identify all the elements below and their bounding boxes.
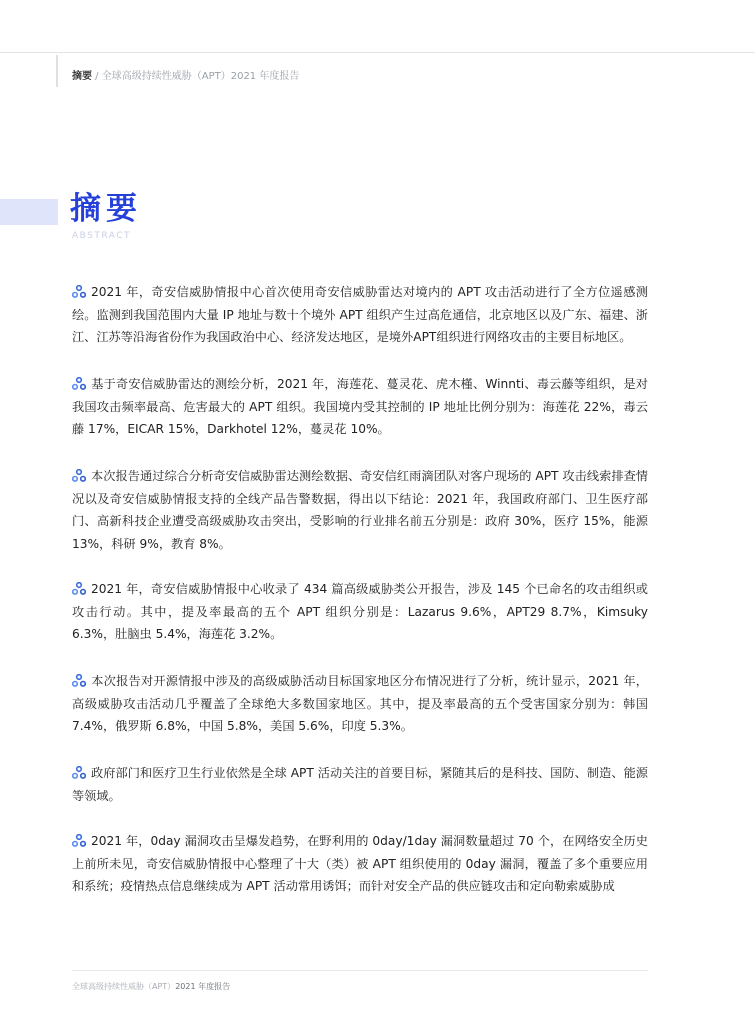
breadcrumb-separator: / xyxy=(92,71,102,82)
footer-report-prefix: 全球高级持续性威胁（APT） xyxy=(72,982,176,991)
paragraph-text: 2021 年，奇安信威胁情报中心收录了 434 篇高级威胁类公开报告，涉及 145 个已命名的攻击组织或攻击行动。其中，提及率最高的五个 APT 组织分别是：Lazarus 9.6%，APT29 8.7%，Kimsuky 6.3%，肚脑虫 5.4%，海莲花 3.2%。 xyxy=(72,582,648,641)
paragraph-text: 本次报告对开源情报中涉及的高级威胁活动目标国家地区分布情况进行了分析，统计显示，2021 年，高级威胁攻击活动几乎覆盖了全球绝大多数国家地区。其中，提及率最高的五个受害国家分别为：韩国 7.4%，俄罗斯 6.8%，中国 5.8%，美国 5.6%，印度 5.3%。 xyxy=(72,674,648,733)
footer xyxy=(72,981,230,992)
paragraph-text: 基于奇安信威胁雷达的测绘分析，2021 年，海莲花、蔓灵花、虎木槿、Winnti、毒云藤等组织，是对我国攻击频率最高、危害最大的 APT 组织。我国境内受其控制的 IP 地址比例分别为：海莲花 22%，毒云藤 17%，EICAR 15%，Darkhotel 12%，蔓灵花 10%。 xyxy=(72,377,648,436)
footer-report-year: 2021 年度报告 xyxy=(175,982,231,991)
paragraph-text: 2021 年，0day 漏洞攻击呈爆发趋势，在野利用的 0day/1day 漏洞数量超过 70 个，在网络安全历史上前所未见，奇安信威胁情报中心整理了十大（类）被 APT 组织使用的 0day 漏洞，覆盖了多个重要应用和系统；疫情热点信息继续成为 APT 活动常用诱饵；而针对安全产品的供应链攻击和定向勒索威胁成 xyxy=(72,834,648,893)
bullet-triangle-icon xyxy=(72,283,86,296)
breadcrumb xyxy=(72,67,299,82)
bullet-triangle-icon xyxy=(72,832,86,845)
paragraph xyxy=(72,830,648,898)
paragraph xyxy=(72,465,648,555)
title-accent-bar xyxy=(0,199,58,225)
paragraph xyxy=(72,762,648,807)
header-side-bar xyxy=(56,55,58,87)
paragraph-text: 2021 年，奇安信威胁情报中心首次使用奇安信威胁雷达对境内的 APT 攻击活动进行了全方位遥感测绘。监测到我国范围内大量 IP 地址与数十个境外 APT 组织产生过高危通信，北京地区以及广东、福建、浙江、江苏等沿海省份作为我国政治中心、经济发达地区，是境外APT组织进行网络攻击的主要目标地区。 xyxy=(72,285,648,344)
paragraph xyxy=(72,281,648,349)
header-divider xyxy=(0,52,755,53)
breadcrumb-section: 摘要 xyxy=(72,71,92,82)
paragraph-text: 本次报告通过综合分析奇安信威胁雷达测绘数据、奇安信红雨滴团队对客户现场的 APT 攻击线索排查情况以及奇安信威胁情报支持的全线产品告警数据，得出以下结论：2021 年，我国政府部门、卫生医疗部门、高新科技企业遭受高级威胁攻击突出，受影响的行业排名前五分别是：政府 30%，医疗 15%，能源 13%，科研 9%，教育 8%。 xyxy=(72,469,648,551)
bullet-triangle-icon xyxy=(72,764,86,777)
page-subtitle: ABSTRACT xyxy=(72,231,132,241)
bullet-triangle-icon xyxy=(72,467,86,480)
bullet-triangle-icon xyxy=(72,375,86,388)
paragraph xyxy=(72,670,648,738)
bullet-triangle-icon xyxy=(72,580,86,593)
page-title: 摘要 xyxy=(70,191,142,227)
bullet-triangle-icon xyxy=(72,672,86,685)
footer-divider xyxy=(72,970,648,971)
paragraph-text: 政府部门和医疗卫生行业依然是全球 APT 活动关注的首要目标，紧随其后的是科技、国防、制造、能源等领域。 xyxy=(72,766,648,803)
paragraph xyxy=(72,373,648,441)
breadcrumb-report-title: 全球高级持续性威胁（APT）2021 年度报告 xyxy=(101,71,300,82)
paragraph xyxy=(72,578,648,646)
